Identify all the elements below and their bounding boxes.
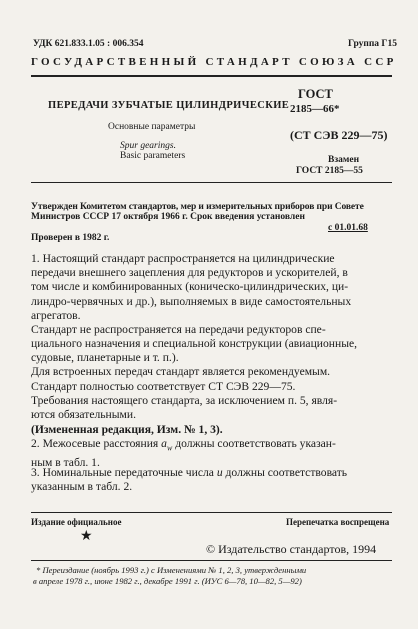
copyright: © Издательство стандартов, 1994 [206, 542, 377, 556]
paragraph-5-line: Требования настоящего стандарта, за исключением п. 5, явля- [31, 394, 338, 407]
clause-2-line: ным в табл. 1. [31, 455, 100, 469]
paragraph-2-line: судовые, планетарные и т. п.). [31, 351, 179, 365]
header-rule [31, 75, 392, 77]
title-ru: ПЕРЕДАЧИ ЗУБЧАТЫЕ ЦИЛИНДРИЧЕСКИЕ [48, 100, 290, 111]
clause-3-text-a: 3. Номинальные передаточные числа [31, 466, 217, 479]
group-code: Группа Г15 [348, 39, 397, 49]
approval-line2: Министров СССР 17 октября 1966 г. Срок введения установлен [31, 212, 305, 222]
paragraph-3 [31, 365, 391, 379]
checked-year: Проверен в 1982 г. [31, 233, 110, 243]
clause-2-line [31, 437, 391, 456]
paragraph-3-line: Для встроенных передач стандарт является рекомендуемым. [31, 365, 331, 378]
footnote-rule [31, 560, 392, 561]
gost-number: 2185—66* [290, 103, 340, 115]
paragraph-2-line: циального назначения и специальной конструкции (авиационные, [31, 337, 358, 351]
center-distance-subscript: w [166, 443, 173, 453]
clause-2-text-b: должны соответствовать указан- [172, 437, 336, 450]
paragraph-clause-2 [31, 437, 391, 470]
paragraph-1 [31, 252, 391, 323]
paragraph-5 [31, 394, 391, 422]
title-en-line1: Spur gearings. [120, 141, 176, 151]
paragraph-clause-3 [31, 466, 391, 494]
instead-label: Взамен [328, 155, 360, 165]
paragraph-1-line: линдро-червячных и др.), выполняемых в виде самостоятельных [31, 294, 352, 308]
gost-label: ГОСТ [298, 87, 333, 101]
title-en-line2: Basic parameters [120, 151, 186, 161]
paragraph-4-line: Стандарт полностью соответствует СТ СЭВ 229—75. [31, 380, 296, 393]
gear-ratio-symbol: u [216, 466, 223, 479]
approval-line1: Утвержден Комитетом стандартов, мер и измерительных приборов при Совете [31, 202, 364, 212]
footnote-line2: в апреле 1978 г., июне 1982 г., декабре 1991 г. (ИУС 6—78, 10—82, 5—92) [33, 576, 302, 586]
paragraph-2 [31, 323, 391, 366]
footer-rule [31, 512, 392, 513]
clause-3-text-b: должны соответствовать [222, 466, 348, 479]
clause-2-text-a: 2. Межосевые расстояния [31, 437, 162, 450]
paragraph-4 [31, 380, 391, 394]
star-icon: ★ [80, 529, 93, 544]
reprint-forbidden: Перепечатка воспрещена [286, 517, 390, 527]
title-rule [31, 182, 392, 183]
footnote-line1: * Переиздание (ноябрь 1993 г.) с Изменениями № 1, 2, 3, утвержденными [36, 565, 307, 575]
official-edition: Издание официальное [31, 517, 122, 527]
center-distance-symbol: a [161, 437, 167, 450]
amendment-note-line: (Измененная редакция, Изм. № 1, 3). [31, 423, 223, 436]
clause-3-line: указанным в табл. 2. [31, 480, 133, 494]
clause-3-line [31, 466, 391, 480]
subtitle-ru: Основные параметры [108, 122, 196, 132]
amendment-note [31, 423, 391, 437]
st-sev-number: (СТ СЭВ 229—75) [290, 128, 388, 142]
paragraph-1-line: агрегатов. [31, 308, 81, 322]
paragraph-2-line: Стандарт не распространяется на передачи редукторов спе- [31, 323, 326, 336]
effective-date: с 01.01.68 [328, 223, 368, 233]
udk-code: УДК 621.833.1.05 : 006.354 [33, 39, 144, 49]
state-standard-banner: ГОСУДАРСТВЕННЫЙ СТАНДАРТ СОЮЗА ССР [31, 56, 397, 68]
paragraph-1-line: 1. Настоящий стандарт распространяется на цилиндрические [31, 252, 335, 265]
instead-gost: ГОСТ 2185—55 [296, 166, 363, 176]
paragraph-1-line: том числе и комбинированных (коническо-цилиндрических, ци- [31, 280, 349, 294]
paragraph-5-line: ются обязательными. [31, 408, 136, 422]
paragraph-1-line: передачи внешнего зацепления для редукторов и ускорителей, в [31, 266, 348, 280]
